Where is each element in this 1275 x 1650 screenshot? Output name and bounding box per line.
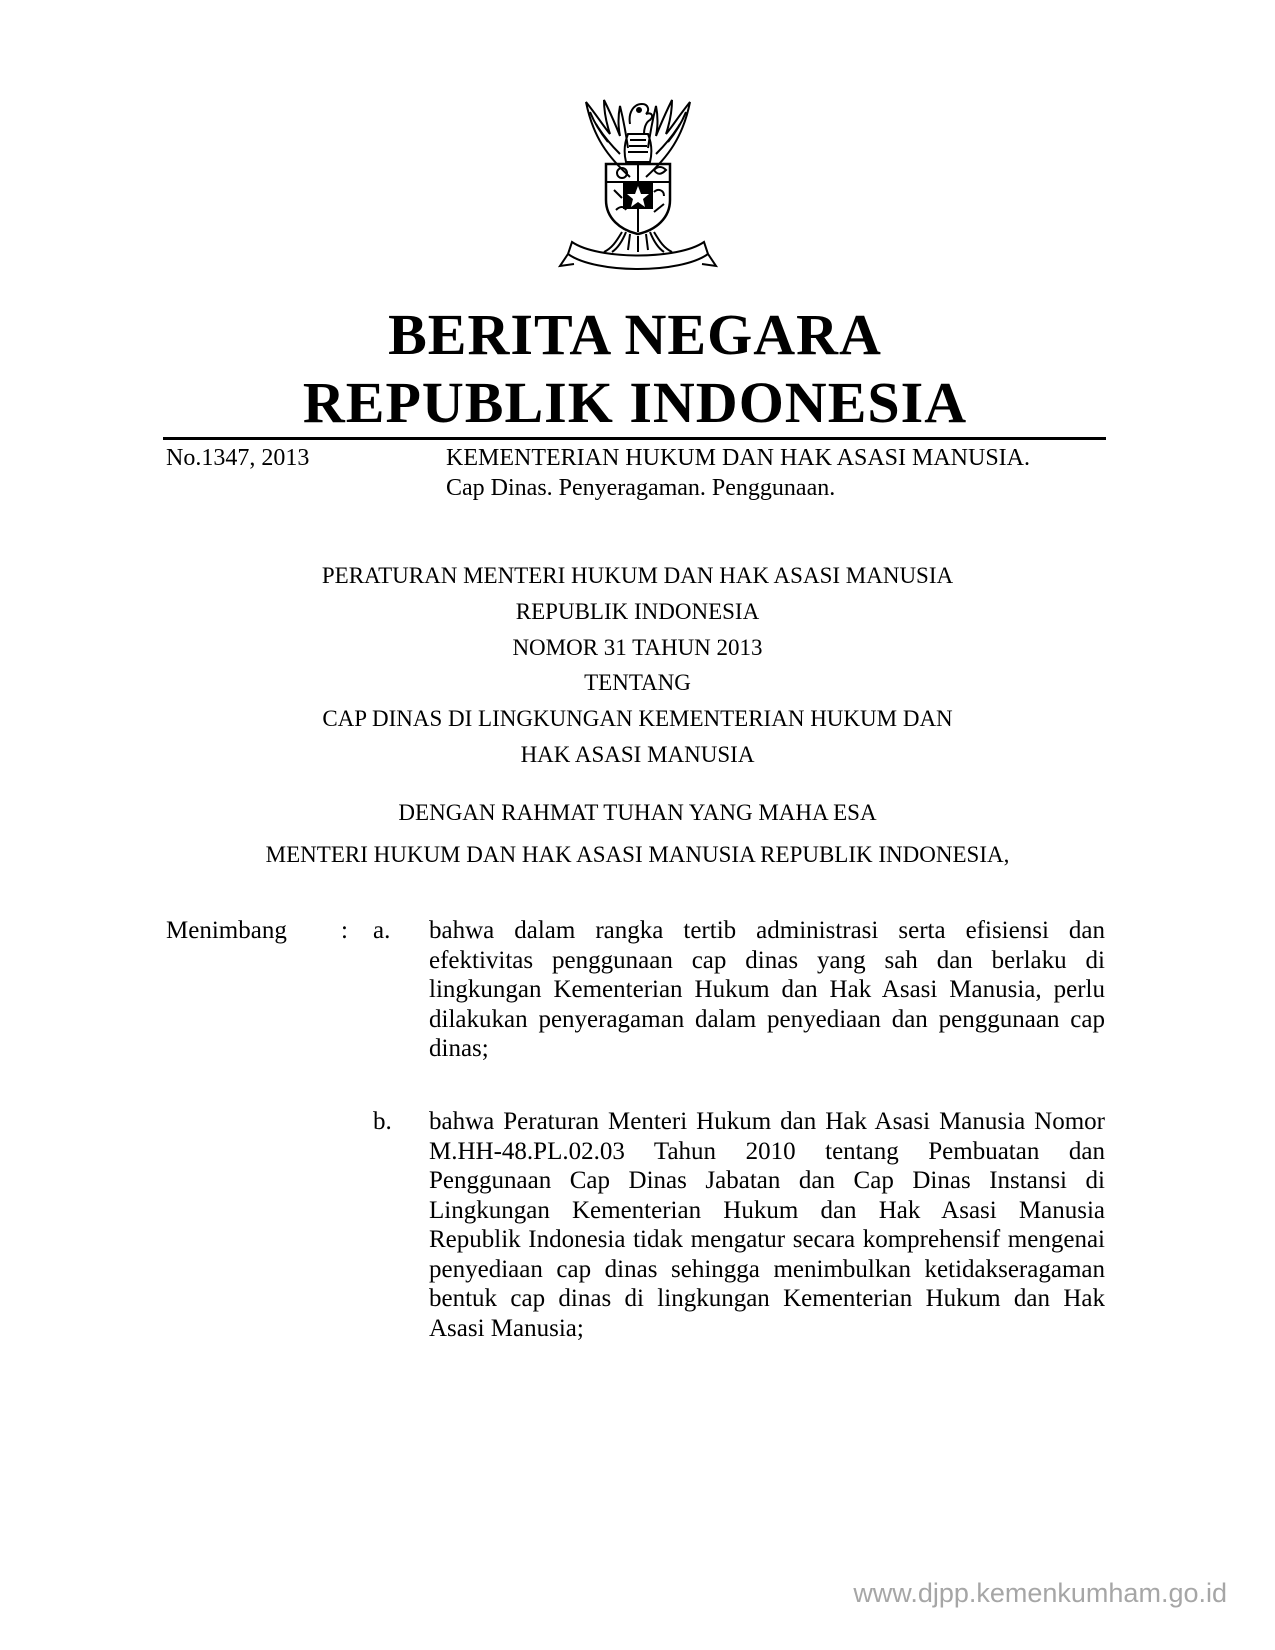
masthead-divider [163, 437, 1106, 440]
regulation-heading [160, 558, 1115, 773]
considering-item-text: bahwa Peraturan Menteri Hukum dan Hak Asasi Manusia Nomor M.HH-48.PL.02.03 Tahun 2010 tentang Pembuatan dan Penggunaan Cap Dinas Jabatan dan Cap Dinas Instansi di Lingkungan Kementerian Hukum dan Hak Asasi Manusia Republik Indonesia tidak mengatur secara komprehensif mengenai penyediaan cap dinas sehingga menimbulkan ketidakseragaman bentuk cap dinas di lingkungan Kementerian Hukum dan Hak Asasi Manusia; [429, 1108, 1105, 1342]
preamble-line: MENTERI HUKUM DAN HAK ASASI MANUSIA REPUBLIK INDONESIA, [265, 842, 1010, 867]
heading-line: NOMOR 31 TAHUN 2013 [512, 634, 763, 660]
gazette-number: No.1347, 2013 [166, 445, 310, 471]
heading-line: CAP DINAS DI LINGKUNGAN KEMENTERIAN HUKUM DAN [322, 706, 953, 732]
considering-colon: : [341, 917, 348, 944]
masthead-title: BERITA NEGARA [388, 302, 882, 367]
considering-label: Menimbang [166, 917, 287, 944]
item-letter: b. [373, 1108, 392, 1135]
garuda-pancasila-emblem-icon [538, 82, 738, 282]
gazette-category [446, 443, 1030, 503]
heading-line: HAK ASASI MANUSIA [520, 741, 755, 767]
preamble [160, 792, 1115, 876]
considering-item-text: bahwa dalam rangka tertib administrasi serta efisiensi dan efektivitas penggunaan cap dinas yang sah dan berlaku di lingkungan Kementerian Hukum dan Hak Asasi Manusia, perlu dilakukan penyeragaman dalam penyediaan dan penggunaan cap dinas; [429, 917, 1105, 1062]
masthead-subtitle: REPUBLIK INDONESIA [302, 370, 968, 435]
footer-url: www.djpp.kemenkumham.go.id [853, 1578, 1227, 1608]
gazette-category-line: KEMENTERIAN HUKUM DAN HAK ASASI MANUSIA. [446, 445, 1031, 471]
item-letter: a. [373, 917, 391, 944]
heading-line: REPUBLIK INDONESIA [515, 598, 760, 624]
heading-line: TENTANG [584, 670, 691, 696]
gazette-category-line: Cap Dinas. Penyeragaman. Penggunaan. [446, 475, 836, 501]
heading-line: PERATURAN MENTERI HUKUM DAN HAK ASASI MANUSIA [321, 563, 954, 588]
preamble-line: DENGAN RAHMAT TUHAN YANG MAHA ESA [398, 800, 877, 825]
